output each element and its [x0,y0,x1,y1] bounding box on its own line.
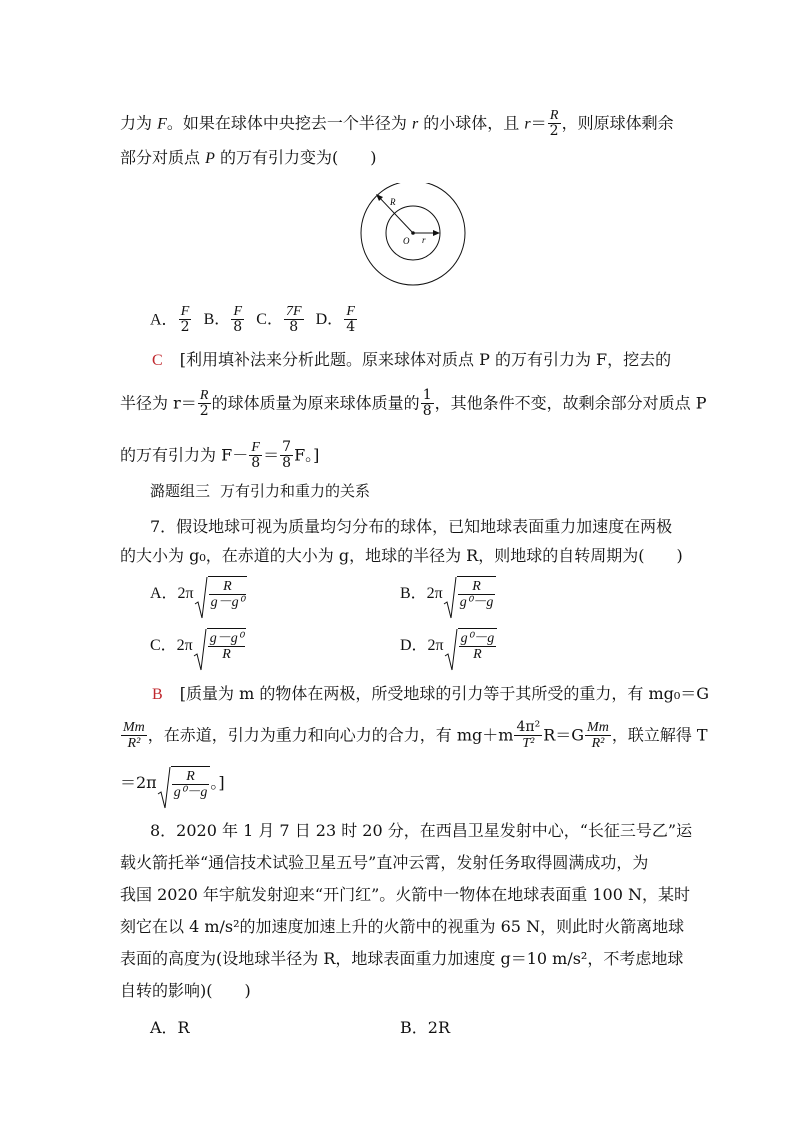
arrowhead-r [433,230,440,236]
option-a-fraction: $\frac{F}{2}$ [180,304,190,336]
radical-sign-icon [444,628,458,672]
radical-sign-icon [193,628,207,672]
q6-line2: 部分对质点 P 的万有引力变为( ) [120,148,377,167]
fraction-seven-eighths: $\frac{7}{8}$ [282,439,292,472]
fraction-mm-r2: $\frac{Mm}{\text{R²}}$ [123,720,145,752]
fraction-r-over-2: $\frac{R}{2}$ [549,108,559,140]
answer-frac: $\frac{R}{\text{g⁰－g}}$ [173,769,208,801]
option-d-frac: $\frac{\text{g⁰－g}}{R}$ [460,631,495,663]
center-point [411,231,415,235]
q8-line1: 8．2020 年 1 月 7 日 23 时 20 分，在西昌卫星发射中心，“长征三号乙”运 [150,821,693,840]
fraction-4pi2-t2: $\frac{\text{4π²}}{\text{T²}}$ [516,719,541,752]
q7-option-d: D．2π $\frac{\text{g⁰－g}}{R}$ [400,628,497,663]
q7-option-c: C．2π $\frac{\text{g－g⁰}}{R}$ [150,628,246,663]
sqrt-a [194,576,248,611]
q7-answer-line3: ＝2π $\frac{R}{\text{g⁰－g}}$ 。] [120,766,225,801]
q6-answer-letter: C [152,352,163,369]
q7-option-b: B．2π $\frac{R}{\text{g⁰－g}}$ [400,576,496,611]
q7-line2: 的大小为 g₀，在赤道的大小为 g，地球的半径为 R，则地球的自转周期为( ) [120,546,683,565]
fraction-one-eighth: $\frac{1}{8}$ [422,387,432,420]
sqrt-answer [157,766,211,801]
q7-option-a: A．2π $\frac{R}{\text{g－g⁰}}$ [150,576,247,611]
section-3-title: 万有引力和重力的关系 [220,482,371,500]
option-b-fraction: $\frac{F}{8}$ [233,304,243,336]
sqrt-b [443,576,497,611]
sphere-cavity-figure [355,183,475,303]
q7-line1: 7．假设地球可视为质量均匀分布的球体，已知地球表面重力加速度在两极 [150,517,673,536]
q6-answer-line2: 半径为 r＝ $\frac{R}{2}$ 的球体质量为原来球体质量的 $\frac{1}{8}$ ，其他条件不变，故剩余部分对质点 P [120,387,707,420]
radius-R-line [378,196,413,233]
q8-line4: 刻它在以 4 m/s²的加速度加速上升的火箭中的视重为 65 N，则此时火箭离地球 [120,917,685,936]
radical-sign-icon [157,766,171,810]
sqrt-c [193,628,247,663]
q8-line2: 载火箭托举“通信技术试验卫星五号”直冲云霄，发射任务取得圆满成功，为 [120,853,649,872]
q6-answer-line3: 的万有引力为 F－ $\frac{F}{8}$ ＝ $\frac{7}{8}$ F。] [120,439,320,472]
q8-line6: 自转的影响)( ) [120,981,251,1000]
option-d-fraction: $\frac{F}{4}$ [346,304,356,336]
q8-line3: 我国 2020 年宇航发射迎来“开门红”。火箭中一物体在地球表面重 100 N，某时 [120,885,690,904]
radical-sign-icon [194,576,208,620]
q7-answer-letter: B [152,686,163,703]
fraction-f-over-8: $\frac{F}{8}$ [251,440,261,472]
label-R: R [390,197,396,207]
option-a-frac: $\frac{R}{\text{g－g⁰}}$ [210,579,245,611]
option-c-fraction: $\frac{7F}{8}$ [285,304,302,336]
label-r: r [422,235,426,245]
q6-answer-line1: C [利用填补法来分析此题。原来球体对质点 P 的万有引力为 F，挖去的 [152,350,672,369]
q7-answer-line1: B [质量为 m 的物体在两极，所受地球的引力等于其所受的重力，有 mg₀＝G [152,684,710,703]
fraction-mm-r2-b: $\frac{Mm}{\text{R²}}$ [587,720,609,752]
fraction-r-half: $\frac{R}{2}$ [199,388,209,420]
q8-option-b: B．2R [400,1018,450,1037]
q8-line5: 表面的高度为(设地球半径为 R，地球表面重力加速度 g＝10 m/s²，不考虑地球 [120,949,684,968]
q8-option-a: A．R [150,1018,190,1037]
q7-answer-line2: $\frac{Mm}{\text{R²}}$ ，在赤道，引力为重力和向心力的合力，有 mg＋m $\frac{\text{4π²}}{\text{T²}}$ R＝G $\frac{Mm}{\text{R²}}$ ，联立解得 T [123,719,708,752]
sqrt-d [444,628,498,663]
option-b-frac: $\frac{R}{\text{g⁰－g}}$ [459,579,494,611]
radical-sign-icon [443,576,457,620]
q6-line1: 力为 F。如果在球体中央挖去一个半径为 r 的小球体，且 r＝ $\frac{R}{2}$ ，则原球体剩余 [120,108,674,140]
option-c-frac: $\frac{\text{g－g⁰}}{R}$ [209,631,244,663]
label-O: O [403,236,410,246]
section-3-heading: 潞题组三 万有引力和重力的关系 [150,482,371,500]
q6-options: A． $\frac{F}{2}$ B． $\frac{F}{8}$ C． $\frac{7F}{8}$ D． $\frac{F}{4}$ [150,304,356,336]
